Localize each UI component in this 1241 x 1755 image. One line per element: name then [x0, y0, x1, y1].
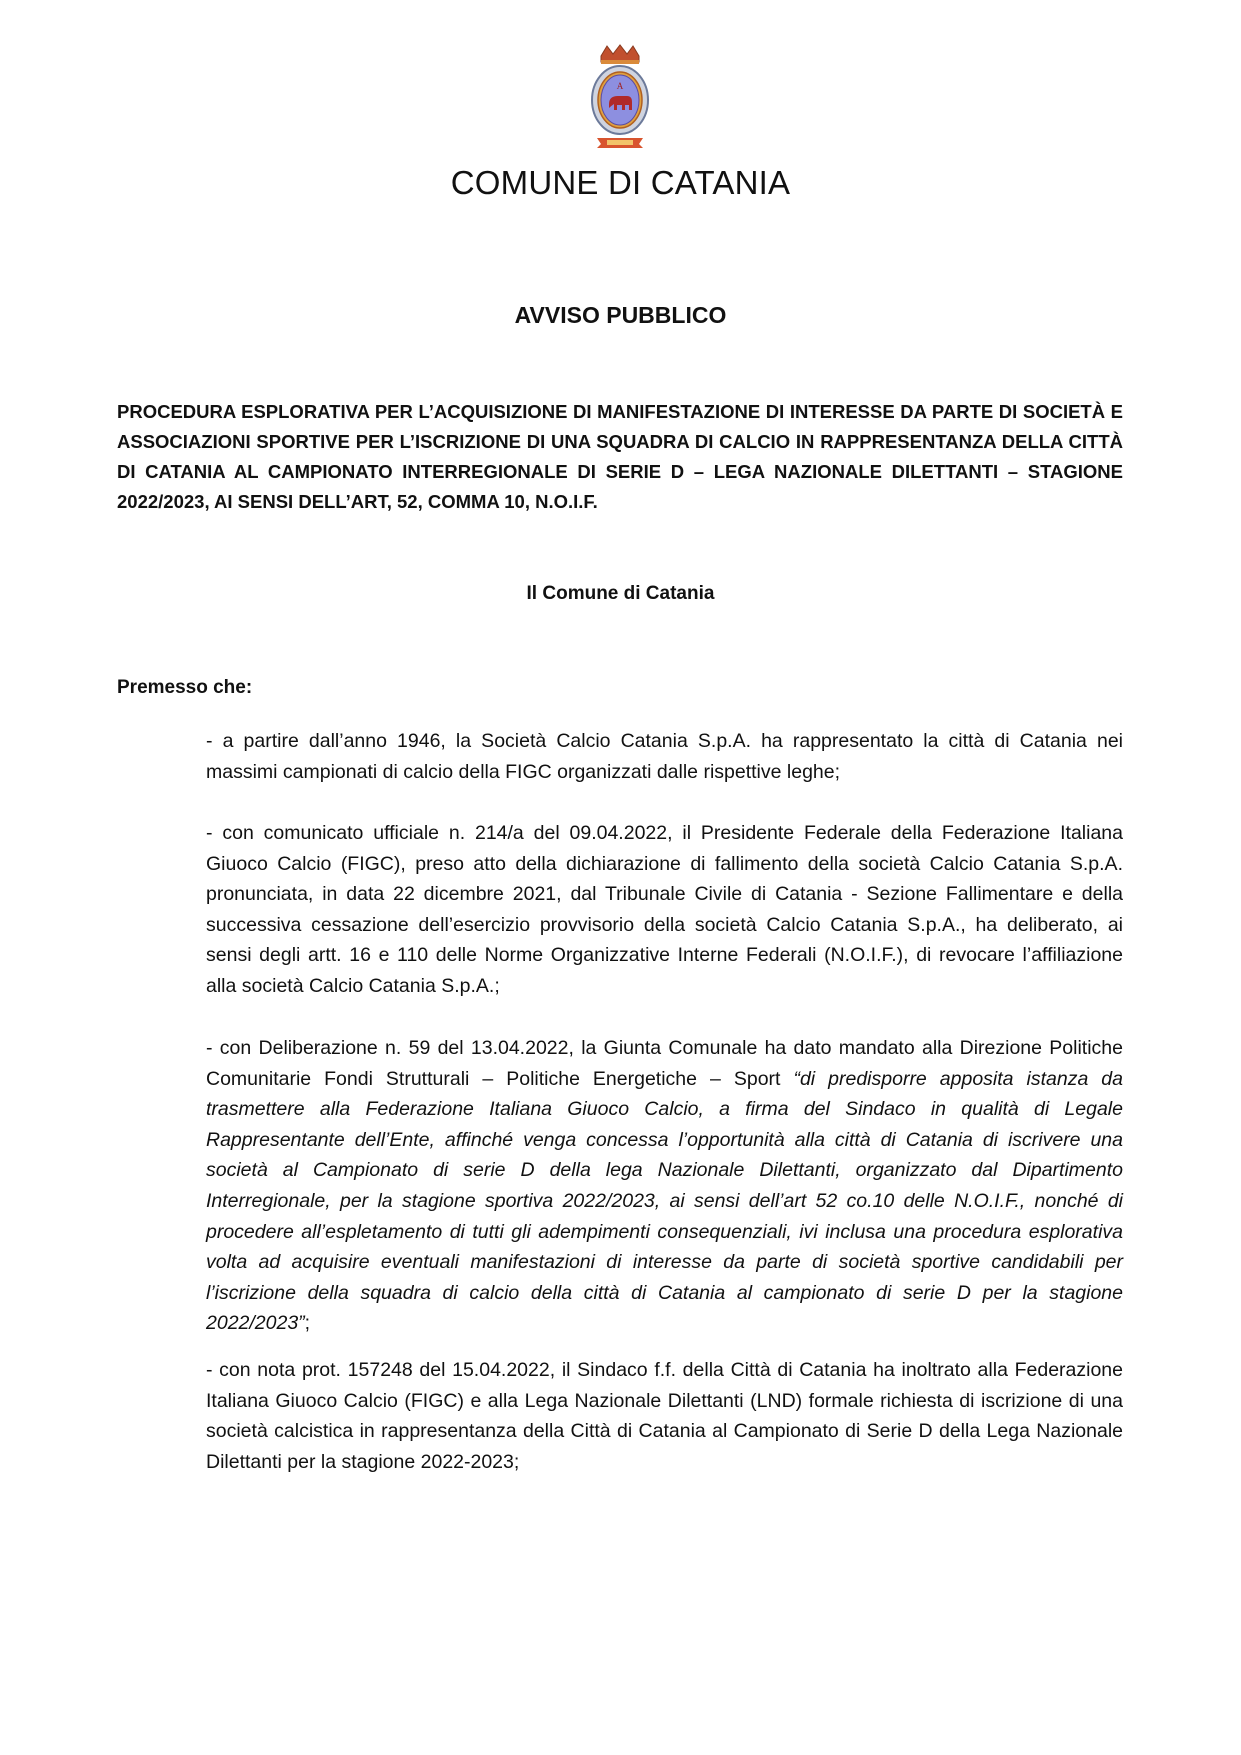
coat-of-arms-icon [587, 44, 653, 148]
premise-text: - con Deliberazione n. 59 del 13.04.2022, la Giunta Comunale ha dato mandato alla Direzione Politiche Comunitarie Fondi Strutturali – Politiche Energetiche – Sport [206, 1037, 1123, 1090]
premise-item: - con nota prot. 157248 del 15.04.2022, il Sindaco f.f. della Città di Catania ha inoltrato alla Federazione Italiana Giuoco Calcio (FIGC) e alla Lega Nazionale Dilettanti (LND) formale richiesta di iscrizione di una società calcistica in rappresentanza della Città di Catania al Campionato di Serie D della Lega Nazionale Dilettanti per la stagione 2022-2023; [206, 1359, 1123, 1473]
premise-label: Premesso che: [117, 677, 253, 698]
notice-subject: PROCEDURA ESPLORATIVA PER L’ACQUISIZIONE DI MANIFESTAZIONE DI INTERESSE DA PARTE DI SOCIETÀ E ASSOCIAZIONI SPORTIVE PER L’ISCRIZIONE DI UNA SQUADRA DI CALCIO IN RAPPRESENTANZA DELLA CITTÀ DI CATANIA AL CAMPIONATO INTERREGIONALE DI SERIE D – LEGA NAZIONALE DILETTANTI – STAGIONE 2022/2023, AI SENSI DELL’ART, 52, COMMA 10, N.O.I.F. [117, 401, 1123, 512]
premise-item [206, 1033, 1123, 1339]
svg-text:A: A [616, 81, 624, 91]
municipality-title: COMUNE DI CATANIA [450, 164, 791, 201]
premise-quote: “di predisporre apposita istanza da trasmettere alla Federazione Italiana Giuoco Calcio, a firma del Sindaco in qualità di Legale Rappresentante dell’Ente, affinché venga concessa l’opportunità alla città di Catania di iscrivere una società al Campionato di serie D della lega Nazionale Dilettanti, organizzato dal Dipartimento Interregionale, per la stagione sportiva 2022/2023, ai sensi dell’art 52 co.10 delle N.O.I.F., nonché di procedere all’espletamento di tutti gli adempimenti consequenziali, ivi inclusa una procedura esplorativa volta ad acquisire eventuali manifestazioni di interesse da parte di società sportive candidabili per l’iscrizione della squadra di calcio della città di Catania al campionato di serie D per la stagione 2022/2023” [206, 1067, 1123, 1335]
premise-text-end: ; [304, 1312, 311, 1335]
issuer-heading: Il Comune di Catania [526, 583, 715, 604]
notice-heading: AVVISO PUBBLICO [514, 302, 727, 328]
premise-item: - a partire dall’anno 1946, la Società Calcio Catania S.p.A. ha rappresentato la città di Catania nei massimi campionati di calcio della FIGC organizzati dalle rispettive leghe; [206, 730, 1123, 783]
premise-item: - con comunicato ufficiale n. 214/a del 09.04.2022, il Presidente Federale della Federazione Italiana Giuoco Calcio (FIGC), preso atto della dichiarazione di fallimento della società Calcio Catania S.p.A. pronunciata, in data 22 dicembre 2021, dal Tribunale Civile di Catania - Sezione Fallimentare e della successiva cessazione dell’esercizio provvisorio della società Calcio Catania S.p.A., ha deliberato, ai sensi degli artt. 16 e 110 delle Norme Organizzative Interne Federali (N.O.I.F.), di revocare l’affiliazione alla società Calcio Catania S.p.A.; [206, 822, 1123, 997]
